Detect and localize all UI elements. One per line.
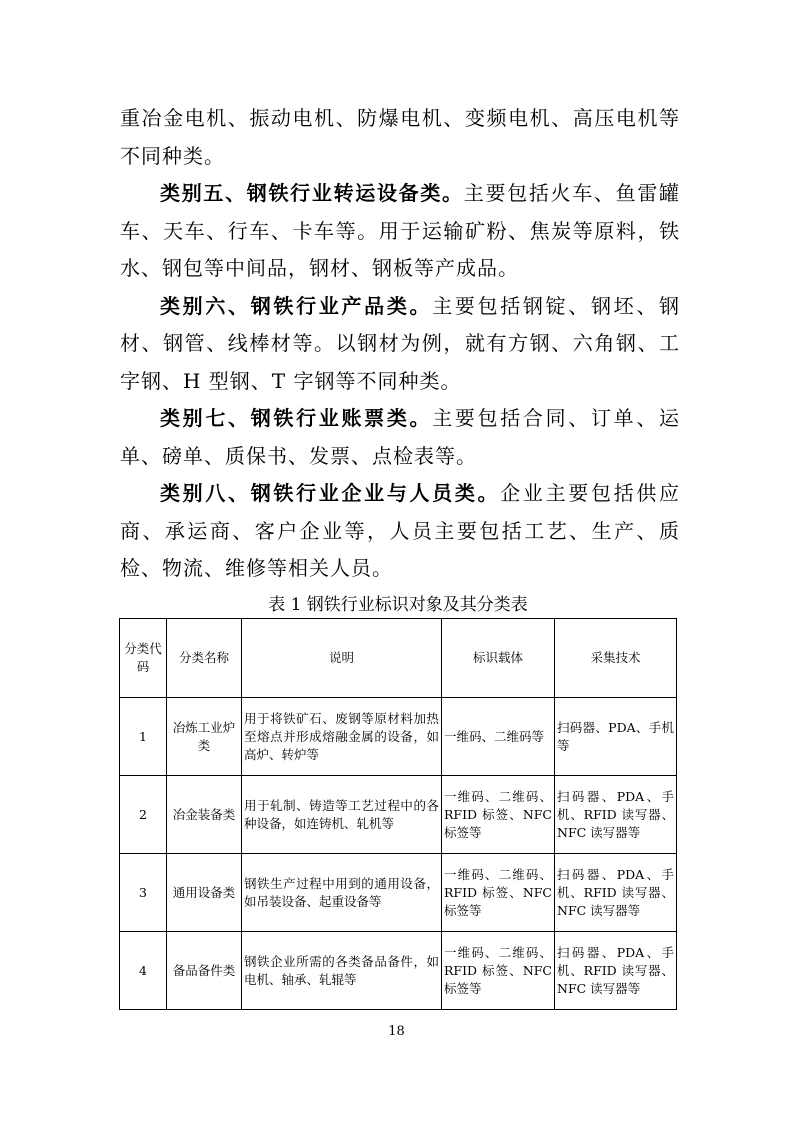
paragraph-lead: 类别八、钢铁行业企业与人员类。 — [160, 481, 501, 505]
paragraph-lead: 类别六、钢铁行业产品类。 — [160, 293, 433, 318]
paragraph-category-6 — [120, 288, 680, 401]
paragraph-text: 企业主要包括供应商、承运商、客户企业等，人员主要包括工艺、生产、质检、物流、维修等相关人员。 — [120, 481, 681, 580]
table-row — [120, 698, 677, 776]
cell-carrier: 一维码、二维码等 — [442, 698, 555, 776]
cell-code: 3 — [120, 854, 167, 932]
cell-code: 1 — [120, 698, 167, 776]
cell-name: 冶金装备类 — [167, 776, 242, 854]
cell-technology: 扫码器、PDA、手机等 — [555, 698, 677, 776]
table-row — [120, 854, 677, 932]
cell-code: 4 — [120, 932, 167, 1010]
header-code: 分类代码 — [120, 619, 167, 698]
cell-technology: 扫码器、PDA、手机、RFID 读写器、NFC 读写器等 — [555, 932, 677, 1010]
header-name: 分类名称 — [167, 619, 242, 698]
cell-carrier: 一维码、二维码、RFID 标签、NFC 标签等 — [442, 932, 555, 1010]
paragraph-lead: 类别七、钢铁行业账票类。 — [160, 406, 433, 430]
paragraph-text: 主要包括钢锭、钢坯、钢材、钢管、线棒材等。以钢材为例，就有方钢、六角钢、工字钢、H 型钢、T 字钢等不同种类。 — [120, 293, 681, 393]
cell-name: 冶炼工业炉类 — [167, 698, 242, 776]
paragraph-category-8 — [120, 475, 680, 588]
header-technology: 采集技术 — [555, 619, 677, 698]
cell-technology: 扫码器、PDA、手机、RFID 读写器、NFC 读写器等 — [555, 854, 677, 932]
cell-description: 用于轧制、铸造等工艺过程中的各种设备，如连铸机、轧机等 — [242, 776, 442, 854]
paragraph-category-7 — [120, 400, 680, 475]
header-description: 说明 — [242, 619, 442, 698]
paragraph-continued — [120, 100, 680, 175]
classification-table — [119, 618, 677, 1010]
table-header-row — [120, 619, 677, 698]
cell-description: 钢铁生产过程中用到的通用设备，如吊装设备、起重设备等 — [242, 854, 442, 932]
table-caption: 表 1 钢铁行业标识对象及其分类表 — [268, 595, 528, 615]
paragraph-text: 主要包括火车、鱼雷罐车、天车、行车、卡车等。用于运输矿粉、焦炭等原料，铁水、钢包等中间品，钢材、钢板等产成品。 — [120, 181, 681, 280]
table-row — [120, 932, 677, 1010]
page-number: 18 — [388, 1024, 405, 1039]
paragraph-text: 主要包括合同、订单、运单、磅单、质保书、发票、点检表等。 — [120, 406, 681, 468]
cell-name: 通用设备类 — [167, 854, 242, 932]
cell-carrier: 一维码、二维码、RFID 标签、NFC 标签等 — [442, 776, 555, 854]
cell-name: 备品备件类 — [167, 932, 242, 1010]
table-row — [120, 776, 677, 854]
cell-carrier: 一维码、二维码、RFID 标签、NFC 标签等 — [442, 854, 555, 932]
paragraph-lead: 类别五、钢铁行业转运设备类。 — [160, 181, 464, 205]
paragraph-category-5 — [120, 175, 680, 288]
cell-description: 用于将铁矿石、废钢等原材料加热至熔点并形成熔融金属的设备，如高炉、转炉等 — [242, 698, 442, 776]
cell-technology: 扫码器、PDA、手机、RFID 读写器、NFC 读写器等 — [555, 776, 677, 854]
cell-description: 钢铁企业所需的各类备品备件，如电机、轴承、轧辊等 — [242, 932, 442, 1010]
cell-code: 2 — [120, 776, 167, 854]
header-carrier: 标识载体 — [442, 619, 555, 698]
paragraph-text: 重冶金电机、振动电机、防爆电机、变频电机、高压电机等不同种类。 — [120, 106, 680, 168]
body-text — [120, 100, 680, 588]
